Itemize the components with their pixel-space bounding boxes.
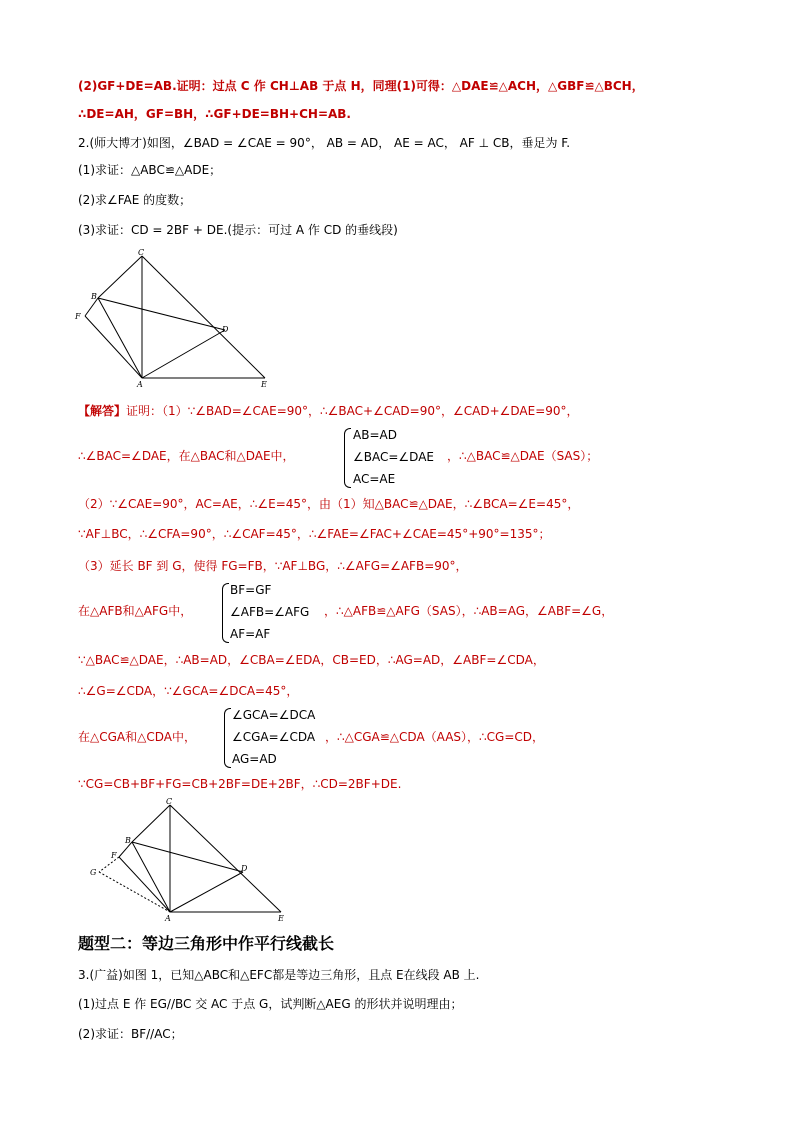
problem-3-question-1: (1)过点 E 作 EG//BC 交 AC 于点 G，试判断△AEG 的形状并说明理由；	[78, 997, 463, 1011]
label-g: G	[90, 868, 97, 877]
solution-line-9-pre: 在△CGA和△CDA中，	[78, 730, 196, 744]
segment-cb	[98, 256, 142, 298]
solution-line-10: ∵CG=CB+BF+FG=CB+2BF=DE+2BF，∴CD=2BF+DE.	[78, 777, 402, 791]
label-f: F	[75, 312, 81, 321]
problem-3-question-2: (2)求证：BF//AC；	[78, 1027, 183, 1041]
label-b: B	[125, 836, 131, 845]
label-a: A	[137, 380, 143, 389]
label-d: D	[222, 325, 229, 334]
system-3	[232, 704, 315, 770]
system-1-row-3: AC=AE	[353, 472, 396, 486]
solution-line-9-post: ，∴△CGA≌△CDA（AAS），∴CG=CD，	[325, 730, 545, 744]
solution-tag: 【解答】	[78, 404, 127, 418]
label-e: E	[261, 380, 267, 389]
section-heading: 题型二：等边三角形中作平行线截长	[78, 934, 335, 953]
brace-2	[222, 583, 229, 643]
label-f: F	[111, 851, 117, 860]
label-c: C	[138, 248, 145, 257]
system-2-row-2: ∠AFB=∠AFG	[230, 605, 310, 619]
problem-2-question-1: (1)求证：△ABC≌△ADE；	[78, 163, 222, 177]
solution-line-2-post: ，∴△BAC≌△DAE（SAS）；	[447, 449, 599, 463]
prev-answer-line-2: ∴DE=AH，GF=BH，∴GF+DE=BH+CH=AB.	[78, 107, 351, 121]
solution-line-6-post: ，∴△AFB≌△AFG（SAS），∴AB=AG，∠ABF=∠G，	[324, 604, 614, 618]
problem-3-stem: 3.(广益)如图 1，已知△ABC和△EFC都是等边三角形，且点 E在线段 AB 上.	[78, 968, 480, 982]
solution-line-2-pre: ∴∠BAC=∠DAE，在△BAC和△DAE中，	[78, 449, 295, 463]
prev-answer-line-1: (2)GF+DE=AB.证明：过点 C 作 CH⊥AB 于点 H，同理(1)可得：△DAE≌△ACH，△GBF≌△BCH，	[78, 79, 644, 93]
solution-line-3: （2）∵∠CAE=90°，AC=AE，∴∠E=45°，由（1）知△BAC≌△DAE，∴∠BCA=∠E=45°，	[78, 497, 580, 511]
system-2-row-1: BF=GF	[230, 583, 272, 597]
label-d: D	[241, 864, 248, 873]
solution-line-4: ∵AF⊥BC，∴∠CFA=90°，∴∠CAF=45°，∴∠FAE=∠FAC+∠CAE=45°+90°=135°；	[78, 527, 551, 541]
label-e: E	[278, 914, 284, 923]
problem-2-question-3: (3)求证：CD = 2BF + DE.(提示：可过 A 作 CD 的垂线段)	[78, 223, 398, 237]
brace-3	[224, 708, 231, 768]
label-b: B	[91, 292, 97, 301]
system-2	[230, 579, 309, 645]
solution-line-7: ∵△BAC≌△DAE，∴AB=AD，∠CBA=∠EDA，CB=ED，∴AG=AD，∠ABF=∠CDA，	[78, 653, 545, 667]
solution-text-1: 证明：（1）∵∠BAD=∠CAE=90°，∴∠BAC+∠CAD=90°，∠CAD+∠DAE=90°，	[126, 404, 579, 418]
solution-line-6-pre: 在△AFB和△AFG中，	[78, 604, 193, 618]
segment-da	[142, 330, 225, 378]
solution-line-5: （3）延长 BF 到 G，使得 FG=FB，∵AF⊥BG，∴∠AFG=∠AFB=90°，	[78, 559, 468, 573]
segment-ce	[142, 256, 265, 378]
geometry-figure-1	[70, 248, 290, 390]
brace-1	[344, 428, 351, 488]
system-3-row-3: AG=AD	[232, 752, 277, 766]
geometry-figure-2	[88, 795, 298, 927]
problem-2-question-2: (2)求∠FAE 的度数；	[78, 193, 192, 207]
system-1-row-2: ∠BAC=∠DAE	[353, 450, 434, 464]
solution-line-8: ∴∠G=∠CDA，∵∠GCA=∠DCA=45°，	[78, 684, 299, 698]
label-a: A	[165, 914, 171, 923]
system-3-row-2: ∠CGA=∠CDA	[232, 730, 316, 744]
system-2-row-3: AF=AF	[230, 627, 271, 641]
segment-bd	[98, 298, 225, 330]
system-1-row-1: AB=AD	[353, 428, 397, 442]
label-c: C	[166, 797, 173, 806]
solution-line-1	[78, 403, 579, 419]
system-1	[353, 424, 434, 490]
problem-2-stem: 2.(师大博才)如图，∠BAD = ∠CAE = 90°， AB = AD， AE = AC， AF ⊥ CB，垂足为 F.	[78, 136, 571, 150]
system-3-row-1: ∠GCA=∠DCA	[232, 708, 316, 722]
